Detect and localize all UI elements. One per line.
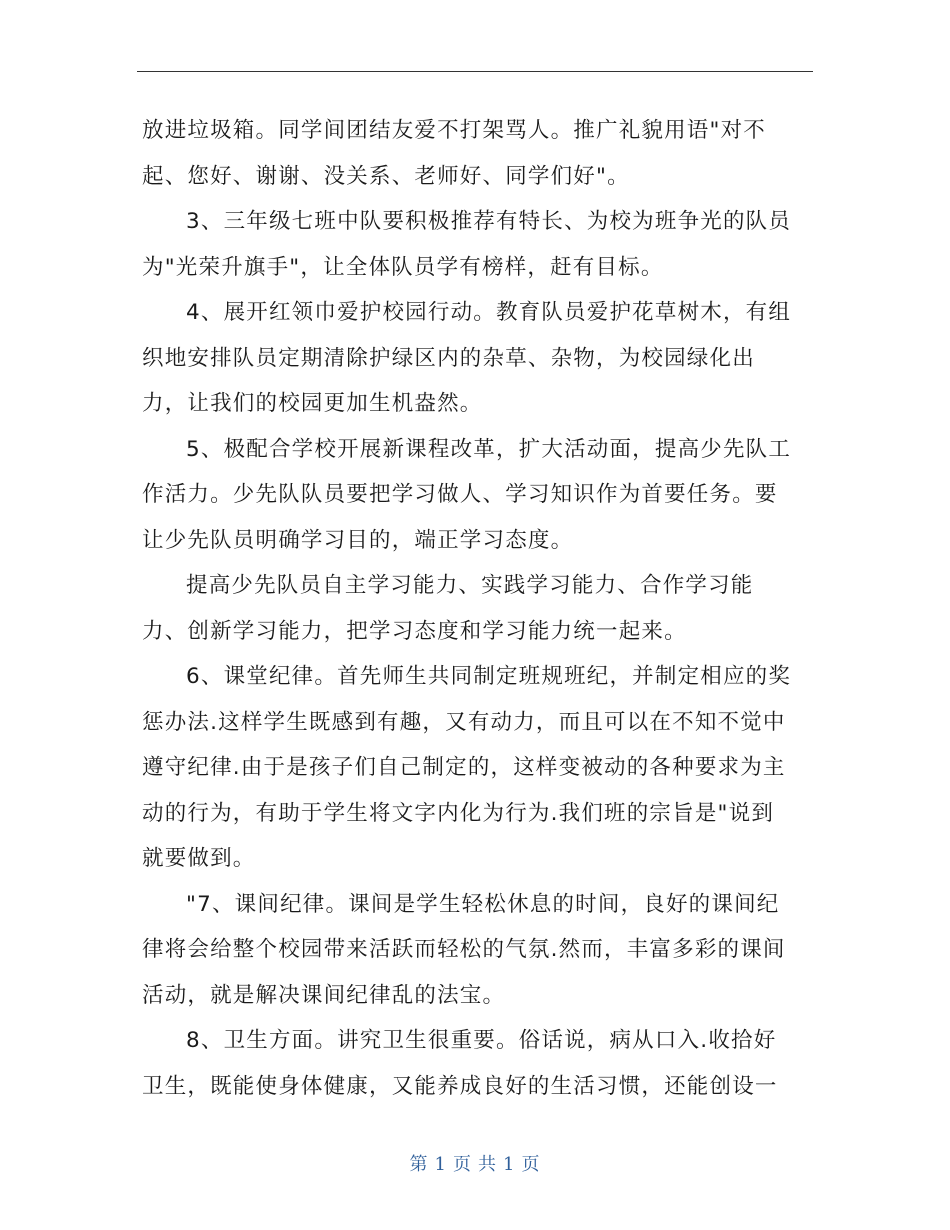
total-pages: 1 <box>503 1154 516 1175</box>
text-line: 起、您好、谢谢、没关系、老师好、同学们好"。 <box>142 163 630 189</box>
text-line: 6、课堂纪律。首先师生共同制定班规班纪，并制定相应的奖 <box>186 664 792 689</box>
text-line: 8、卫生方面。讲究卫生很重要。俗话说，病从口入.收拾好 <box>186 1028 777 1053</box>
text-line: 提高少先队员自主学习能力、实践学习能力、合作学习能 <box>186 573 754 598</box>
text-line: 织地安排队员定期清除护绿区内的杂草、杂物，为校园绿化出 <box>142 345 755 371</box>
page-footer <box>0 1150 950 1176</box>
text-line: 惩办法.这样学生既感到有趣，又有动力，而且可以在不知不觉中 <box>142 709 786 735</box>
text-line: "7、课间纪律。课间是学生轻松休息的时间，良好的课间纪 <box>186 891 780 917</box>
text-line: 3、三年级七班中队要积极推荐有特长、为校为班争光的队员 <box>186 209 792 234</box>
text-line: 动的行为，有助于学生将文字内化为行为.我们班的宗旨是"说到 <box>142 800 775 826</box>
text-line: 卫生，既能使身体健康，又能养成良好的生活习惯，还能创设一 <box>142 1073 778 1099</box>
text-line: 放进垃圾箱。同学间团结友爱不打架骂人。推广礼貌用语"对不 <box>142 118 766 143</box>
header-rule <box>137 71 813 72</box>
text-line: 让少先队员明确学习目的，端正学习态度。 <box>142 527 574 553</box>
text-line: 作活力。少先队队员要把学习做人、学习知识作为首要任务。要 <box>142 482 778 507</box>
footer-total-word: 页 <box>521 1154 541 1175</box>
text-line: 律将会给整个校园带来活跃而轻松的气氛.然而，丰富多彩的课间 <box>142 937 786 962</box>
document-body <box>142 108 810 1109</box>
text-line: 遵守纪律.由于是孩子们自己制定的，这样变被动的各种要求为主 <box>142 755 786 780</box>
text-line: 4、展开红领巾爱护校园行动。教育队员爱护花草树木，有组 <box>186 300 792 325</box>
footer-page-word: 页 <box>453 1154 472 1175</box>
footer-prefix: 第 <box>409 1154 429 1175</box>
text-line: 5、极配合学校开展新课程改革，扩大活动面，提高少先队工 <box>186 436 792 462</box>
body-text <box>142 108 810 1109</box>
text-line: 力、创新学习能力，把学习态度和学习能力统一起来。 <box>142 618 687 644</box>
footer-total-prefix: 共 <box>478 1154 497 1175</box>
text-line: 活动，就是解决课间纪律乱的法宝。 <box>142 982 506 1008</box>
page-number: 1 <box>434 1154 447 1175</box>
text-line: 为"光荣升旗手"，让全体队员学有榜样，赶有目标。 <box>142 254 664 280</box>
text-line: 就要做到。 <box>142 846 256 871</box>
text-line: 力，让我们的校园更加生机盎然。 <box>142 391 483 416</box>
